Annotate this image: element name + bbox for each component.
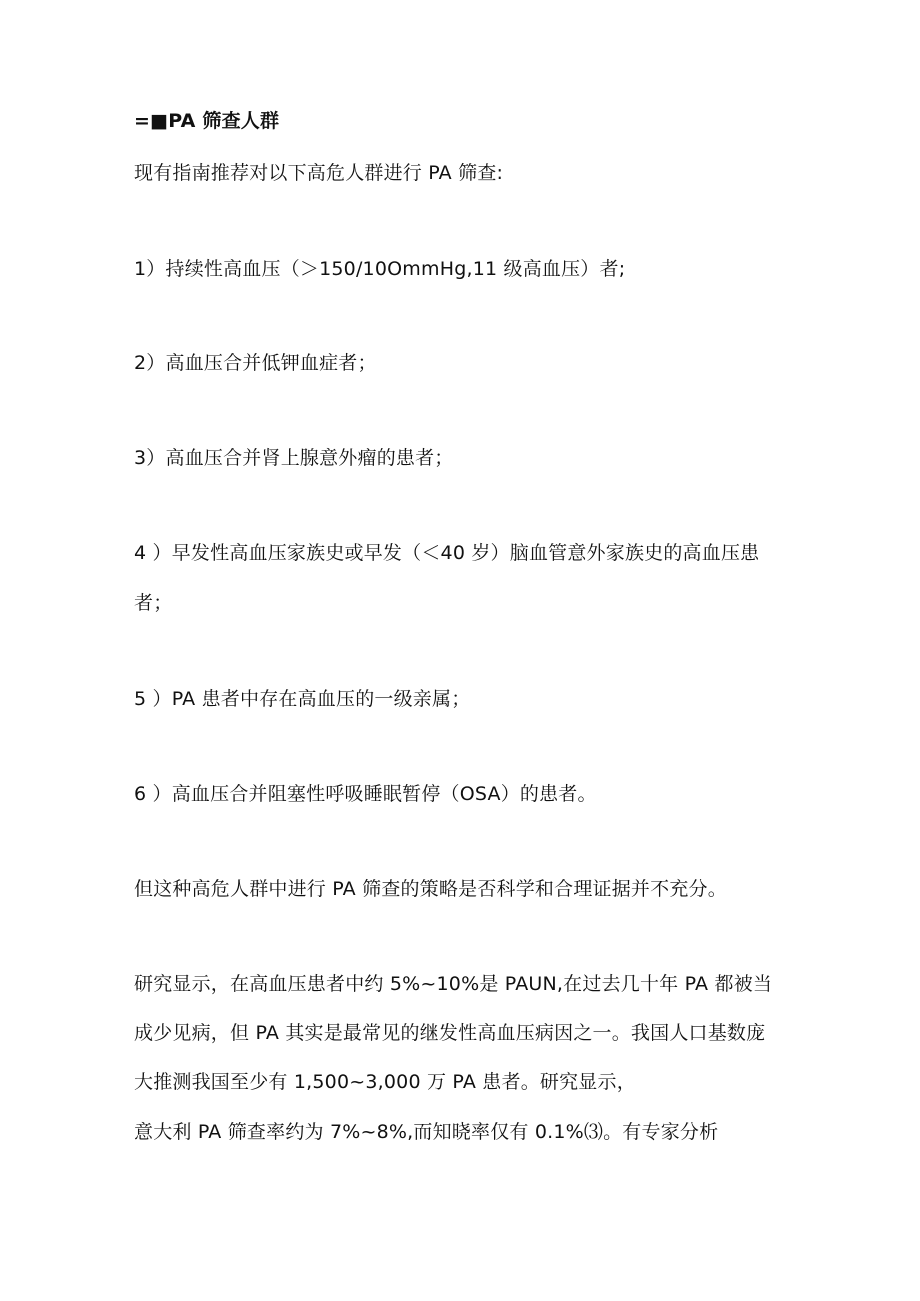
- list-item-6: 6 ）高血压合并阻塞性呼吸睡眠暂停（OSA）的患者。: [134, 783, 597, 805]
- list-item-3: 3）高血压合并肾上腺意外瘤的患者；: [134, 447, 454, 469]
- paragraph-research-line-4: 意大利 PA 筛查率约为 7%~8%,而知晓率仅有 0.1%⑶。有专家分析: [134, 1121, 719, 1143]
- list-item-1: 1）持续性高血压（＞150/10OmmHg,11 级高血压）者;: [134, 258, 626, 280]
- paragraph-research-line-2: 成少见病，但 PA 其实是最常见的继发性高血压病因之一。我国人口基数庞: [134, 1022, 766, 1044]
- section-heading: =■PA 筛查人群: [134, 110, 280, 132]
- paragraph-research-line-1: 研究显示，在高血压患者中约 5%~10%是 PAUN,在过去几十年 PA 都被当: [134, 973, 773, 995]
- paragraph-research-line-3: 大推测我国至少有 1,500~3,000 万 PA 患者。研究显示，: [134, 1071, 636, 1093]
- list-item-4-continued: 者；: [134, 592, 173, 614]
- list-item-4: 4 ）早发性高血压家族史或早发（＜40 岁）脑血管意外家族史的高血压患: [134, 542, 760, 564]
- intro-text: 现有指南推荐对以下高危人群进行 PA 筛查:: [134, 162, 504, 184]
- list-item-5: 5 ）PA 患者中存在高血压的一级亲属；: [134, 688, 471, 710]
- list-item-2: 2）高血压合并低钾血症者；: [134, 352, 377, 374]
- paragraph-evidence: 但这种高危人群中进行 PA 筛查的策略是否科学和合理证据并不充分。: [134, 878, 727, 900]
